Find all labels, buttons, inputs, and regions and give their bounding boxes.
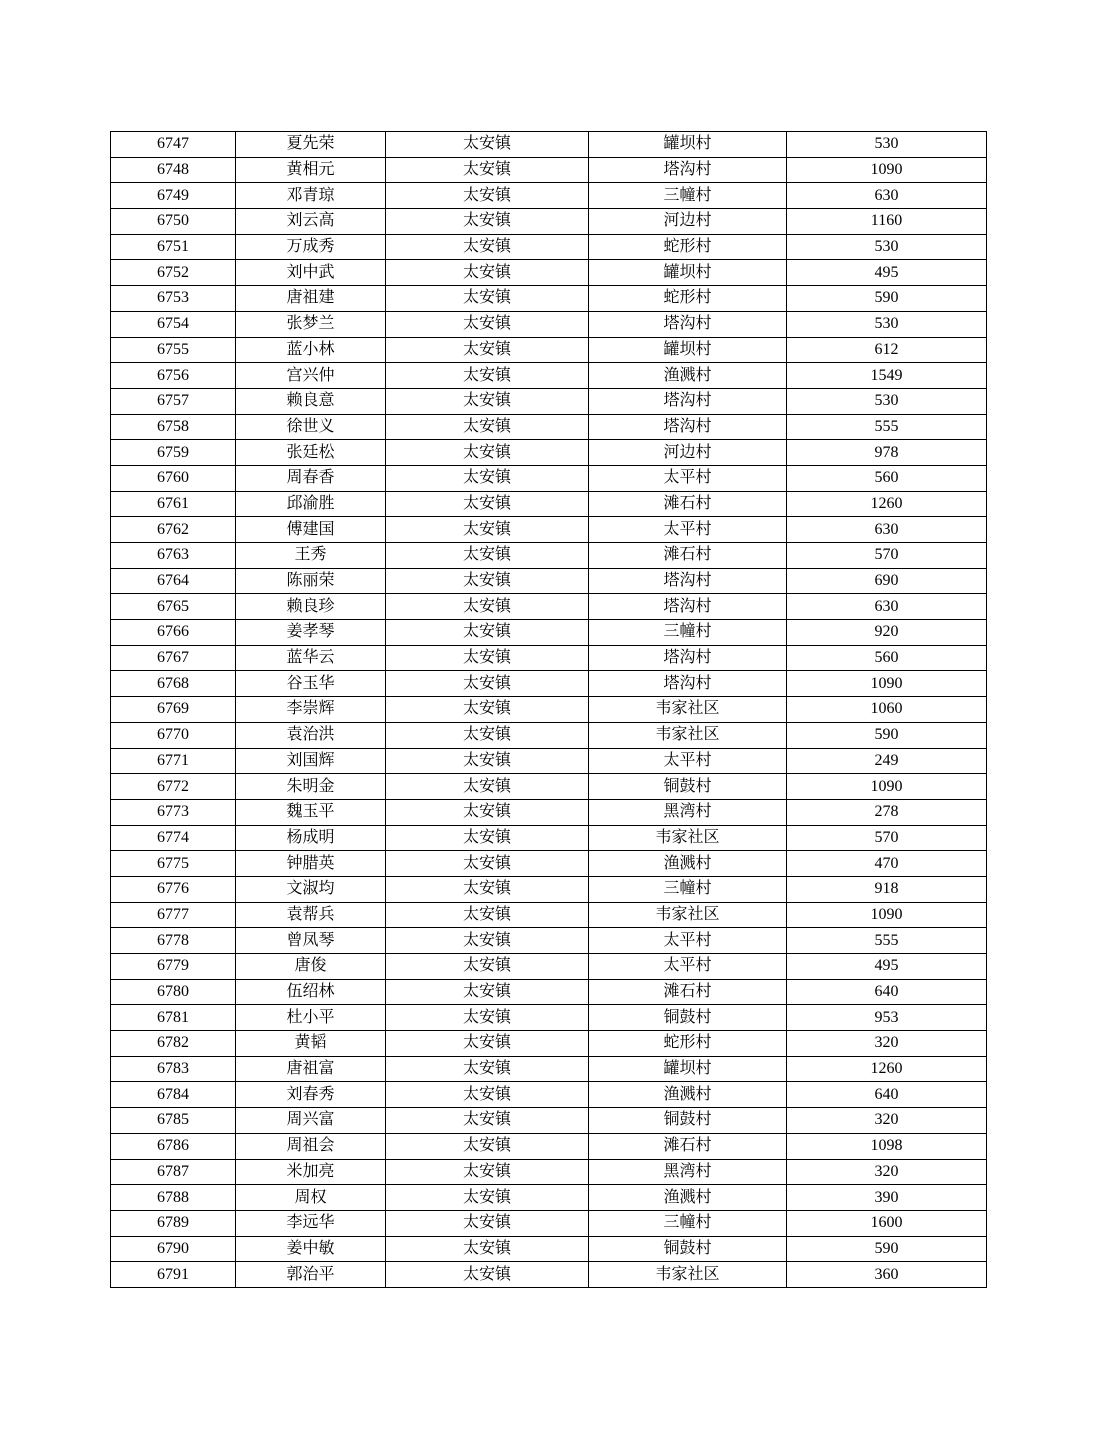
cell-town: 太安镇 bbox=[386, 851, 589, 877]
cell-village: 河边村 bbox=[589, 440, 787, 466]
cell-name: 姜中敏 bbox=[236, 1236, 386, 1262]
cell-id: 6774 bbox=[111, 825, 236, 851]
cell-name: 李崇辉 bbox=[236, 697, 386, 723]
cell-amount: 249 bbox=[787, 748, 987, 774]
cell-town: 太安镇 bbox=[386, 1262, 589, 1288]
cell-town: 太安镇 bbox=[386, 311, 589, 337]
cell-town: 太安镇 bbox=[386, 954, 589, 980]
table-row bbox=[111, 825, 987, 851]
table-row bbox=[111, 337, 987, 363]
cell-village: 罐坝村 bbox=[589, 1056, 787, 1082]
cell-village: 滩石村 bbox=[589, 491, 787, 517]
cell-village: 塔沟村 bbox=[589, 671, 787, 697]
cell-village: 塔沟村 bbox=[589, 414, 787, 440]
cell-amount: 495 bbox=[787, 260, 987, 286]
cell-id: 6754 bbox=[111, 311, 236, 337]
cell-name: 周权 bbox=[236, 1185, 386, 1211]
cell-name: 文淑均 bbox=[236, 876, 386, 902]
cell-amount: 630 bbox=[787, 594, 987, 620]
cell-village: 黑湾村 bbox=[589, 799, 787, 825]
table-row bbox=[111, 928, 987, 954]
cell-village: 太平村 bbox=[589, 465, 787, 491]
cell-id: 6755 bbox=[111, 337, 236, 363]
cell-village: 三幢村 bbox=[589, 183, 787, 209]
cell-town: 太安镇 bbox=[386, 132, 589, 158]
cell-amount: 1090 bbox=[787, 902, 987, 928]
cell-amount: 530 bbox=[787, 132, 987, 158]
cell-amount: 320 bbox=[787, 1159, 987, 1185]
cell-town: 太安镇 bbox=[386, 209, 589, 235]
table-row bbox=[111, 1133, 987, 1159]
cell-name: 张梦兰 bbox=[236, 311, 386, 337]
cell-amount: 1260 bbox=[787, 1056, 987, 1082]
roster-table-body bbox=[111, 132, 987, 1288]
cell-name: 周兴富 bbox=[236, 1108, 386, 1134]
cell-id: 6770 bbox=[111, 722, 236, 748]
cell-town: 太安镇 bbox=[386, 568, 589, 594]
table-row bbox=[111, 799, 987, 825]
cell-town: 太安镇 bbox=[386, 620, 589, 646]
table-row bbox=[111, 620, 987, 646]
cell-village: 太平村 bbox=[589, 954, 787, 980]
cell-amount: 1098 bbox=[787, 1133, 987, 1159]
cell-id: 6779 bbox=[111, 954, 236, 980]
cell-id: 6760 bbox=[111, 465, 236, 491]
cell-amount: 1090 bbox=[787, 671, 987, 697]
cell-village: 罐坝村 bbox=[589, 132, 787, 158]
cell-name: 黄相元 bbox=[236, 157, 386, 183]
cell-id: 6783 bbox=[111, 1056, 236, 1082]
cell-name: 蓝小林 bbox=[236, 337, 386, 363]
cell-amount: 1060 bbox=[787, 697, 987, 723]
table-row bbox=[111, 465, 987, 491]
cell-id: 6778 bbox=[111, 928, 236, 954]
cell-town: 太安镇 bbox=[386, 594, 589, 620]
cell-amount: 320 bbox=[787, 1031, 987, 1057]
cell-amount: 555 bbox=[787, 928, 987, 954]
cell-town: 太安镇 bbox=[386, 1108, 589, 1134]
table-row bbox=[111, 517, 987, 543]
cell-village: 太平村 bbox=[589, 517, 787, 543]
table-row bbox=[111, 851, 987, 877]
cell-village: 河边村 bbox=[589, 209, 787, 235]
cell-id: 6773 bbox=[111, 799, 236, 825]
cell-id: 6766 bbox=[111, 620, 236, 646]
cell-town: 太安镇 bbox=[386, 825, 589, 851]
table-row bbox=[111, 1031, 987, 1057]
cell-amount: 495 bbox=[787, 954, 987, 980]
cell-name: 邓青琼 bbox=[236, 183, 386, 209]
cell-id: 6763 bbox=[111, 543, 236, 569]
cell-village: 韦家社区 bbox=[589, 697, 787, 723]
cell-name: 万成秀 bbox=[236, 234, 386, 260]
cell-town: 太安镇 bbox=[386, 543, 589, 569]
cell-id: 6775 bbox=[111, 851, 236, 877]
cell-village: 三幢村 bbox=[589, 620, 787, 646]
cell-id: 6752 bbox=[111, 260, 236, 286]
cell-town: 太安镇 bbox=[386, 902, 589, 928]
cell-town: 太安镇 bbox=[386, 928, 589, 954]
cell-amount: 630 bbox=[787, 183, 987, 209]
table-row bbox=[111, 234, 987, 260]
cell-id: 6748 bbox=[111, 157, 236, 183]
cell-village: 塔沟村 bbox=[589, 568, 787, 594]
cell-amount: 530 bbox=[787, 388, 987, 414]
cell-village: 韦家社区 bbox=[589, 1262, 787, 1288]
cell-amount: 530 bbox=[787, 234, 987, 260]
cell-amount: 640 bbox=[787, 1082, 987, 1108]
table-row bbox=[111, 697, 987, 723]
cell-amount: 555 bbox=[787, 414, 987, 440]
cell-town: 太安镇 bbox=[386, 697, 589, 723]
cell-town: 太安镇 bbox=[386, 414, 589, 440]
cell-id: 6753 bbox=[111, 286, 236, 312]
cell-name: 谷玉华 bbox=[236, 671, 386, 697]
table-row bbox=[111, 1185, 987, 1211]
cell-name: 黄韬 bbox=[236, 1031, 386, 1057]
cell-village: 韦家社区 bbox=[589, 902, 787, 928]
cell-id: 6788 bbox=[111, 1185, 236, 1211]
cell-village: 塔沟村 bbox=[589, 645, 787, 671]
cell-town: 太安镇 bbox=[386, 876, 589, 902]
cell-amount: 320 bbox=[787, 1108, 987, 1134]
cell-town: 太安镇 bbox=[386, 286, 589, 312]
cell-name: 邱渝胜 bbox=[236, 491, 386, 517]
table-row bbox=[111, 388, 987, 414]
cell-town: 太安镇 bbox=[386, 1236, 589, 1262]
cell-name: 夏先荣 bbox=[236, 132, 386, 158]
cell-village: 铜鼓村 bbox=[589, 774, 787, 800]
cell-name: 伍绍林 bbox=[236, 979, 386, 1005]
cell-id: 6758 bbox=[111, 414, 236, 440]
cell-name: 刘中武 bbox=[236, 260, 386, 286]
cell-town: 太安镇 bbox=[386, 337, 589, 363]
cell-village: 蛇形村 bbox=[589, 286, 787, 312]
cell-town: 太安镇 bbox=[386, 1133, 589, 1159]
table-row bbox=[111, 1108, 987, 1134]
cell-name: 周春香 bbox=[236, 465, 386, 491]
table-row bbox=[111, 594, 987, 620]
cell-name: 魏玉平 bbox=[236, 799, 386, 825]
cell-id: 6759 bbox=[111, 440, 236, 466]
cell-amount: 1600 bbox=[787, 1210, 987, 1236]
cell-village: 太平村 bbox=[589, 928, 787, 954]
table-row bbox=[111, 568, 987, 594]
cell-amount: 278 bbox=[787, 799, 987, 825]
cell-amount: 1090 bbox=[787, 774, 987, 800]
cell-town: 太安镇 bbox=[386, 1082, 589, 1108]
cell-id: 6768 bbox=[111, 671, 236, 697]
cell-id: 6764 bbox=[111, 568, 236, 594]
cell-town: 太安镇 bbox=[386, 388, 589, 414]
cell-village: 黑湾村 bbox=[589, 1159, 787, 1185]
cell-id: 6771 bbox=[111, 748, 236, 774]
table-row bbox=[111, 902, 987, 928]
cell-village: 铜鼓村 bbox=[589, 1236, 787, 1262]
table-row bbox=[111, 954, 987, 980]
cell-amount: 1260 bbox=[787, 491, 987, 517]
cell-id: 6781 bbox=[111, 1005, 236, 1031]
cell-name: 杨成明 bbox=[236, 825, 386, 851]
cell-name: 赖良意 bbox=[236, 388, 386, 414]
cell-amount: 570 bbox=[787, 543, 987, 569]
cell-name: 杜小平 bbox=[236, 1005, 386, 1031]
cell-amount: 560 bbox=[787, 465, 987, 491]
cell-amount: 612 bbox=[787, 337, 987, 363]
cell-amount: 470 bbox=[787, 851, 987, 877]
cell-village: 滩石村 bbox=[589, 1133, 787, 1159]
cell-name: 陈丽荣 bbox=[236, 568, 386, 594]
table-row bbox=[111, 311, 987, 337]
cell-village: 蛇形村 bbox=[589, 234, 787, 260]
cell-name: 朱明金 bbox=[236, 774, 386, 800]
cell-town: 太安镇 bbox=[386, 722, 589, 748]
cell-name: 宫兴仲 bbox=[236, 363, 386, 389]
cell-town: 太安镇 bbox=[386, 1005, 589, 1031]
cell-id: 6772 bbox=[111, 774, 236, 800]
cell-name: 刘云高 bbox=[236, 209, 386, 235]
roster-table bbox=[110, 131, 987, 1288]
cell-name: 傅建国 bbox=[236, 517, 386, 543]
table-row bbox=[111, 876, 987, 902]
cell-village: 蛇形村 bbox=[589, 1031, 787, 1057]
cell-name: 郭治平 bbox=[236, 1262, 386, 1288]
cell-id: 6789 bbox=[111, 1210, 236, 1236]
cell-village: 塔沟村 bbox=[589, 388, 787, 414]
cell-name: 米加亮 bbox=[236, 1159, 386, 1185]
cell-name: 曾凤琴 bbox=[236, 928, 386, 954]
cell-name: 刘国辉 bbox=[236, 748, 386, 774]
cell-village: 渔溅村 bbox=[589, 851, 787, 877]
cell-town: 太安镇 bbox=[386, 363, 589, 389]
table-row bbox=[111, 1005, 987, 1031]
cell-id: 6769 bbox=[111, 697, 236, 723]
cell-id: 6787 bbox=[111, 1159, 236, 1185]
table-row bbox=[111, 209, 987, 235]
cell-amount: 590 bbox=[787, 286, 987, 312]
cell-id: 6785 bbox=[111, 1108, 236, 1134]
cell-village: 太平村 bbox=[589, 748, 787, 774]
table-row bbox=[111, 363, 987, 389]
cell-town: 太安镇 bbox=[386, 183, 589, 209]
cell-name: 唐祖富 bbox=[236, 1056, 386, 1082]
table-row bbox=[111, 1236, 987, 1262]
cell-village: 三幢村 bbox=[589, 1210, 787, 1236]
cell-id: 6780 bbox=[111, 979, 236, 1005]
cell-village: 罐坝村 bbox=[589, 337, 787, 363]
cell-village: 塔沟村 bbox=[589, 311, 787, 337]
cell-amount: 918 bbox=[787, 876, 987, 902]
cell-village: 渔溅村 bbox=[589, 1185, 787, 1211]
cell-name: 赖良珍 bbox=[236, 594, 386, 620]
cell-town: 太安镇 bbox=[386, 799, 589, 825]
cell-amount: 920 bbox=[787, 620, 987, 646]
table-row bbox=[111, 722, 987, 748]
cell-id: 6786 bbox=[111, 1133, 236, 1159]
table-row bbox=[111, 1159, 987, 1185]
cell-amount: 1549 bbox=[787, 363, 987, 389]
cell-town: 太安镇 bbox=[386, 774, 589, 800]
cell-amount: 690 bbox=[787, 568, 987, 594]
cell-town: 太安镇 bbox=[386, 645, 589, 671]
cell-town: 太安镇 bbox=[386, 979, 589, 1005]
cell-town: 太安镇 bbox=[386, 1159, 589, 1185]
cell-name: 唐祖建 bbox=[236, 286, 386, 312]
cell-name: 蓝华云 bbox=[236, 645, 386, 671]
cell-village: 铜鼓村 bbox=[589, 1108, 787, 1134]
cell-town: 太安镇 bbox=[386, 260, 589, 286]
cell-town: 太安镇 bbox=[386, 157, 589, 183]
cell-name: 袁治洪 bbox=[236, 722, 386, 748]
cell-village: 塔沟村 bbox=[589, 157, 787, 183]
cell-town: 太安镇 bbox=[386, 1185, 589, 1211]
cell-amount: 560 bbox=[787, 645, 987, 671]
cell-id: 6776 bbox=[111, 876, 236, 902]
table-row bbox=[111, 491, 987, 517]
table-row bbox=[111, 260, 987, 286]
cell-name: 刘春秀 bbox=[236, 1082, 386, 1108]
cell-town: 太安镇 bbox=[386, 517, 589, 543]
cell-amount: 590 bbox=[787, 722, 987, 748]
cell-id: 6762 bbox=[111, 517, 236, 543]
cell-town: 太安镇 bbox=[386, 491, 589, 517]
table-row bbox=[111, 774, 987, 800]
cell-town: 太安镇 bbox=[386, 1031, 589, 1057]
cell-name: 李远华 bbox=[236, 1210, 386, 1236]
cell-amount: 630 bbox=[787, 517, 987, 543]
table-row bbox=[111, 1082, 987, 1108]
cell-name: 张廷松 bbox=[236, 440, 386, 466]
cell-amount: 590 bbox=[787, 1236, 987, 1262]
cell-village: 渔溅村 bbox=[589, 1082, 787, 1108]
cell-id: 6767 bbox=[111, 645, 236, 671]
table-row bbox=[111, 1056, 987, 1082]
cell-town: 太安镇 bbox=[386, 465, 589, 491]
table-row bbox=[111, 543, 987, 569]
cell-amount: 1160 bbox=[787, 209, 987, 235]
cell-id: 6791 bbox=[111, 1262, 236, 1288]
cell-amount: 1090 bbox=[787, 157, 987, 183]
cell-village: 韦家社区 bbox=[589, 825, 787, 851]
cell-town: 太安镇 bbox=[386, 748, 589, 774]
cell-village: 塔沟村 bbox=[589, 594, 787, 620]
cell-name: 姜孝琴 bbox=[236, 620, 386, 646]
table-row bbox=[111, 748, 987, 774]
cell-id: 6756 bbox=[111, 363, 236, 389]
cell-name: 王秀 bbox=[236, 543, 386, 569]
cell-town: 太安镇 bbox=[386, 234, 589, 260]
table-row bbox=[111, 645, 987, 671]
cell-village: 滩石村 bbox=[589, 543, 787, 569]
cell-town: 太安镇 bbox=[386, 1210, 589, 1236]
table-row bbox=[111, 414, 987, 440]
table-row bbox=[111, 1262, 987, 1288]
cell-amount: 978 bbox=[787, 440, 987, 466]
cell-name: 钟腊英 bbox=[236, 851, 386, 877]
cell-village: 罐坝村 bbox=[589, 260, 787, 286]
table-row bbox=[111, 671, 987, 697]
table-row bbox=[111, 286, 987, 312]
cell-village: 渔溅村 bbox=[589, 363, 787, 389]
cell-town: 太安镇 bbox=[386, 440, 589, 466]
cell-name: 唐俊 bbox=[236, 954, 386, 980]
cell-amount: 390 bbox=[787, 1185, 987, 1211]
cell-amount: 570 bbox=[787, 825, 987, 851]
cell-name: 袁帮兵 bbox=[236, 902, 386, 928]
cell-amount: 953 bbox=[787, 1005, 987, 1031]
cell-amount: 530 bbox=[787, 311, 987, 337]
cell-village: 三幢村 bbox=[589, 876, 787, 902]
table-row bbox=[111, 979, 987, 1005]
cell-name: 徐世义 bbox=[236, 414, 386, 440]
cell-amount: 640 bbox=[787, 979, 987, 1005]
cell-village: 滩石村 bbox=[589, 979, 787, 1005]
cell-id: 6784 bbox=[111, 1082, 236, 1108]
cell-town: 太安镇 bbox=[386, 671, 589, 697]
cell-id: 6777 bbox=[111, 902, 236, 928]
cell-id: 6782 bbox=[111, 1031, 236, 1057]
cell-id: 6761 bbox=[111, 491, 236, 517]
cell-village: 韦家社区 bbox=[589, 722, 787, 748]
table-row bbox=[111, 440, 987, 466]
table-row bbox=[111, 132, 987, 158]
cell-amount: 360 bbox=[787, 1262, 987, 1288]
cell-id: 6757 bbox=[111, 388, 236, 414]
table-row bbox=[111, 183, 987, 209]
cell-name: 周祖会 bbox=[236, 1133, 386, 1159]
cell-town: 太安镇 bbox=[386, 1056, 589, 1082]
cell-id: 6751 bbox=[111, 234, 236, 260]
cell-id: 6750 bbox=[111, 209, 236, 235]
cell-id: 6747 bbox=[111, 132, 236, 158]
cell-id: 6790 bbox=[111, 1236, 236, 1262]
table-row bbox=[111, 157, 987, 183]
cell-id: 6749 bbox=[111, 183, 236, 209]
table-row bbox=[111, 1210, 987, 1236]
cell-village: 铜鼓村 bbox=[589, 1005, 787, 1031]
cell-id: 6765 bbox=[111, 594, 236, 620]
